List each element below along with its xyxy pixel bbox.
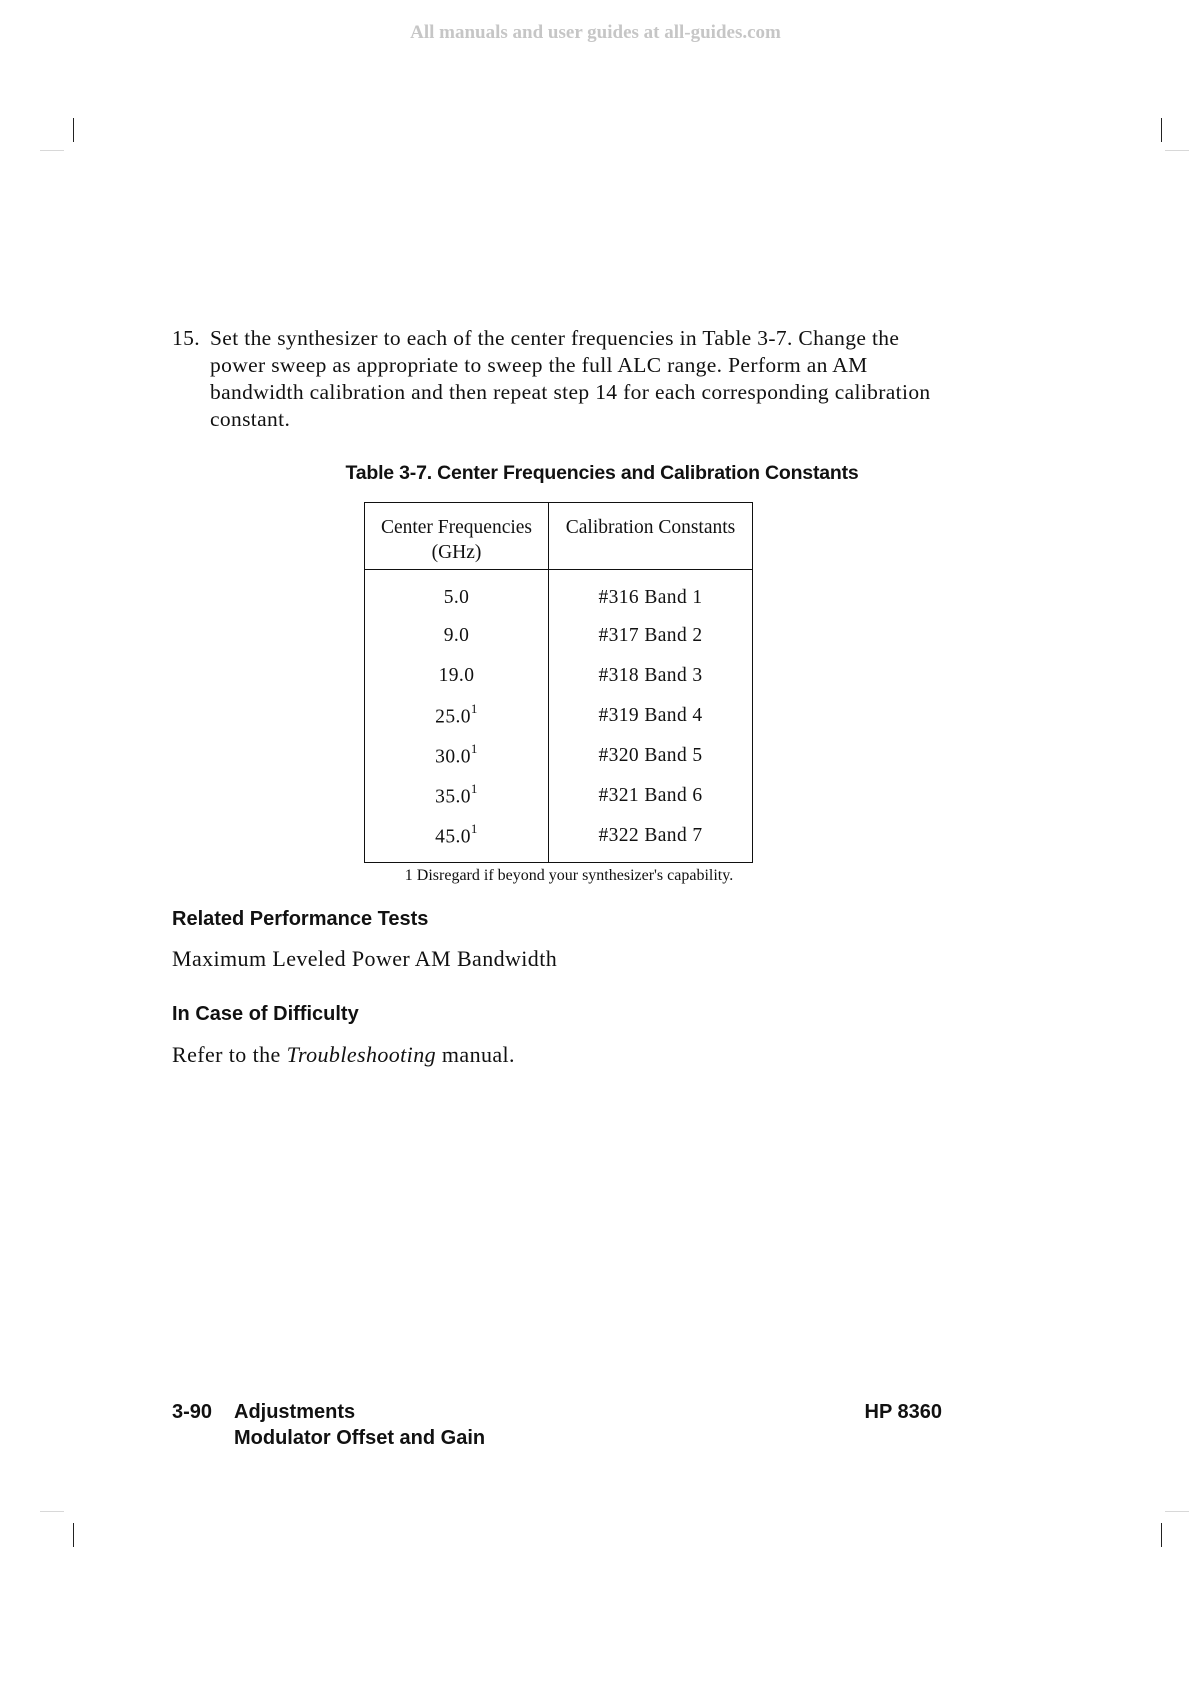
- frequency-cell: 5.0: [365, 570, 549, 617]
- watermark: All manuals and user guides at all-guides.com: [410, 22, 781, 43]
- frequency-cell: 35.0$^1$: [365, 776, 549, 816]
- footnote-marker: 1: [470, 821, 478, 837]
- difficulty-heading: In Case of Difficulty: [172, 1003, 359, 1025]
- crop-mark-top-left: [73, 118, 74, 142]
- frequency-cell: 19.0: [365, 656, 549, 696]
- constant-cell: #321 Band 6: [598, 785, 703, 806]
- troubleshooting-manual-title: Troubleshooting: [286, 1042, 436, 1067]
- table-row: [365, 570, 753, 617]
- constant-cell: #322 Band 7: [598, 825, 703, 846]
- crop-mark-top-right: [1161, 118, 1162, 142]
- constant-cell: #319 Band 4: [598, 705, 703, 726]
- frequency-cell: 45.0$^1$: [365, 816, 549, 863]
- frequency-cell: 25.0$^1$: [365, 696, 549, 736]
- table-row: [365, 656, 753, 696]
- footnote-marker: 1: [470, 701, 478, 717]
- footnote-marker: 1: [470, 741, 478, 757]
- footer-model: HP 8360: [864, 1401, 942, 1423]
- difficulty-text: Refer to the Troubleshooting manual.: [172, 1042, 515, 1067]
- table-caption: Table 3-7. Center Frequencies and Calibration Constants: [345, 462, 859, 484]
- constant-cell: #316 Band 1: [598, 587, 703, 608]
- procedure-step-15: [172, 325, 942, 433]
- table-row: [365, 816, 753, 863]
- table-header-row: [365, 503, 753, 570]
- crop-mark-bottom-left: [73, 1523, 74, 1547]
- footer-subsection: Modulator Offset and Gain: [234, 1427, 486, 1449]
- table-row: [365, 736, 753, 776]
- table-row: [365, 776, 753, 816]
- related-tests-text: Maximum Leveled Power AM Bandwidth: [172, 946, 558, 971]
- page-number: 3-90: [172, 1401, 213, 1423]
- constant-cell: #317 Band 2: [598, 625, 703, 646]
- related-tests-heading: Related Performance Tests: [172, 908, 429, 930]
- table-footnote: 1 Disregard if beyond your synthesizer's capability.: [404, 867, 734, 884]
- crop-mark-bottom-right: [1161, 1523, 1162, 1547]
- step-number: 15.: [172, 326, 200, 350]
- constant-cell: #318 Band 3: [598, 665, 703, 686]
- column-header-calibration-constants: Calibration Constants: [549, 503, 753, 570]
- crop-mark-top-left-h: [40, 150, 64, 151]
- table-row: [365, 616, 753, 656]
- table-row: [365, 696, 753, 736]
- step-text: Set the synthesizer to each of the center frequencies in Table 3-7. Change the power sweep as appropriate to sweep the full ALC range. Perform an AM bandwidth calibration and then repeat step 14 for each corresponding calibration constant.: [210, 326, 931, 431]
- crop-mark-bottom-right-h: [1165, 1511, 1189, 1512]
- column-header-center-frequencies: Center Frequencies (GHz): [365, 503, 549, 570]
- frequency-cell: 30.0$^1$: [365, 736, 549, 776]
- crop-mark-bottom-left-h: [40, 1511, 64, 1512]
- frequency-cell: 9.0: [365, 616, 549, 656]
- footer-section: Adjustments: [234, 1401, 356, 1423]
- crop-mark-top-right-h: [1165, 150, 1189, 151]
- constant-cell: #320 Band 5: [598, 745, 703, 766]
- footnote-marker: 1: [470, 781, 478, 797]
- frequency-calibration-table: [364, 502, 753, 863]
